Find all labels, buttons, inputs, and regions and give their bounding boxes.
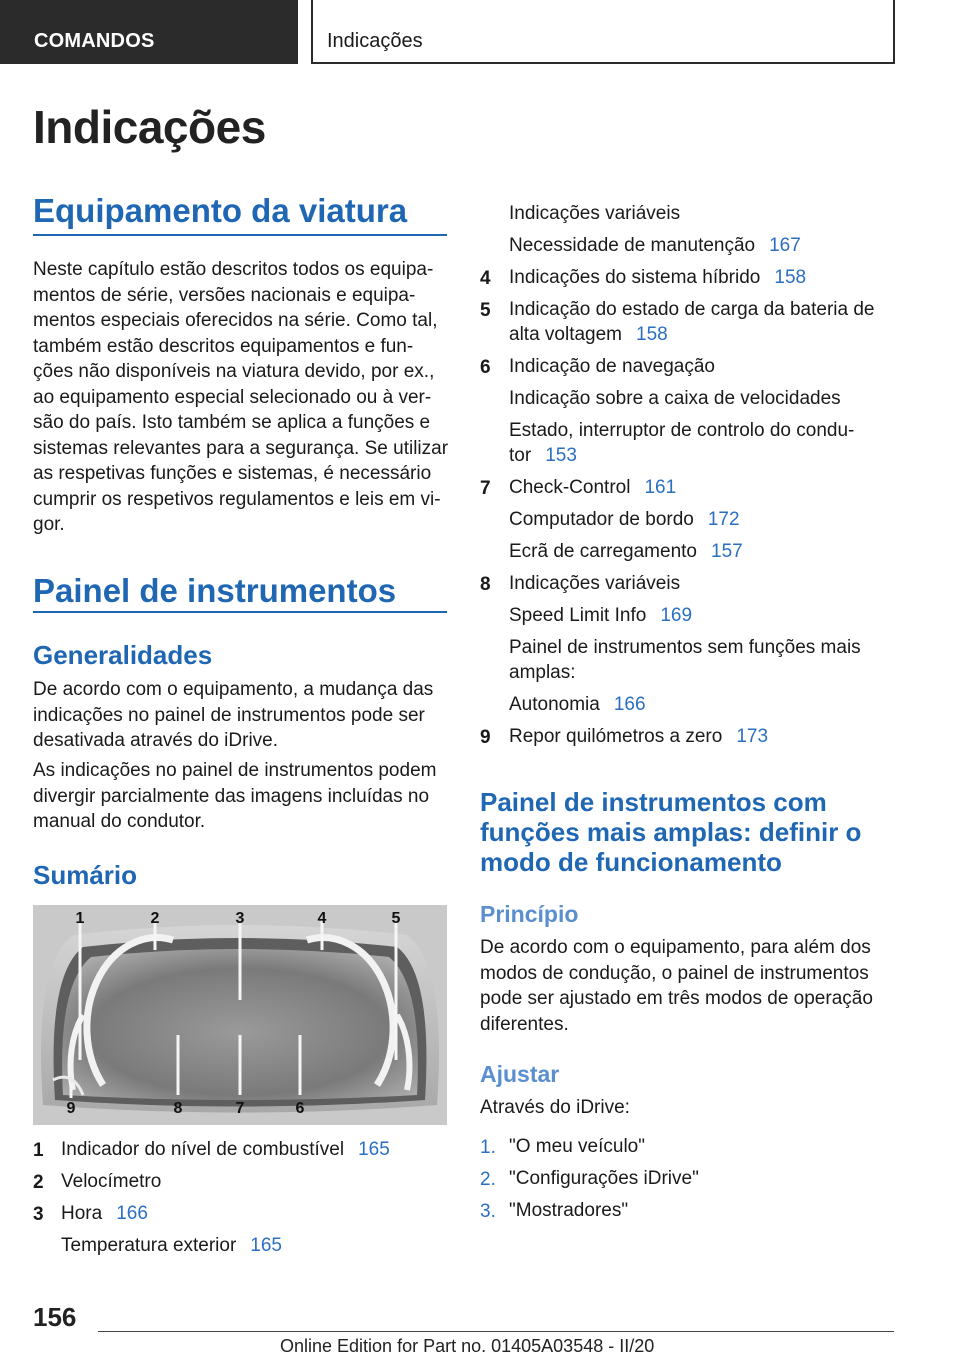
paragraph-ajustar: Através do iDrive: [480,1097,630,1118]
list-item-text: Indicações do sistema híbrido [509,267,761,288]
list-item-text: Repor quilómetros a zero [509,726,723,747]
figure-label-4: 4 [317,910,327,927]
list-item [509,724,768,750]
page-reference-link[interactable]: 161 [644,477,677,498]
list-item [509,354,715,380]
footer-edition: Online Edition for Part no. 01405A03548 - II/20 [280,1336,655,1356]
list-item [509,475,676,501]
list-item [61,1233,282,1259]
text-line: ções não disponíveis na viatura devido, por ex., [33,361,435,382]
list-item-text: Ecrã de carregamento [509,541,697,562]
list-item [509,539,743,565]
text-line: cumprir os respetivos regulamentos e leis em vi- [33,488,441,510]
list-item-text: Indicações variáveis [509,573,681,594]
text-line: ao equipamento especial selecionado ou à ver- [33,386,432,408]
step-number: 2. [480,1169,496,1190]
list-item-text: Temperatura exterior [61,1235,237,1256]
figure-label-2: 2 [150,910,160,927]
text-line: De acordo com o equipamento, para além dos [480,937,871,958]
figure-label-5: 5 [391,910,401,927]
figure-label-1: 1 [75,910,85,927]
step-number: 1. [480,1137,496,1158]
text-line: pode ser ajustado em três modos de operação [480,988,873,1009]
list-item-text: Check-Control [509,477,631,498]
list-item [61,1137,390,1163]
list-item [61,1201,148,1227]
heading-principio: Princípio [480,901,579,927]
heading-line: funções mais amplas: definir o [480,817,862,847]
page-reference-link[interactable]: 166 [613,694,646,715]
list-item-text: Indicação de navegação [509,356,715,377]
page-reference-link[interactable]: 173 [736,726,769,747]
heading-equipamento: Equipamento da viatura [33,192,408,229]
list-item-text: Hora [61,1203,103,1224]
footer-rule [98,1331,894,1332]
page-reference-link[interactable]: 157 [711,541,743,562]
heading-generalidades: Generalidades [33,640,213,670]
figure-label-8: 8 [173,1100,183,1117]
list-item-number: 5 [480,300,491,321]
text-line: manual do condutor. [33,811,206,832]
list-item [509,386,841,412]
list-item-text: tor [509,445,532,466]
list-item [509,322,668,348]
list-item-number: 7 [480,478,491,499]
list-item-text: Estado, interruptor de controlo do condu- [509,420,855,441]
text-line: também estão descritos equipamentos e fun- [33,335,414,357]
list-item-text: Necessidade de manutenção [509,235,756,256]
list-item-text: Autonomia [509,694,600,715]
list-item-number: 2 [33,1172,44,1193]
list-item-text: amplas: [509,662,576,683]
text-line: mentos de série, versões nacionais e equipa- [33,284,416,306]
step-text: "O meu veículo" [509,1136,645,1157]
figure-label-9: 9 [66,1100,76,1117]
heading-line: Painel de instrumentos com [480,787,827,817]
paragraph-principio [480,935,873,1037]
text-line: Neste capítulo estão descritos todos os equipa- [33,259,434,280]
text-line: diferentes. [480,1013,569,1035]
list-item [509,201,680,227]
list-item-text: Speed Limit Info [509,605,647,626]
heading-rule [33,611,447,613]
instrument-cluster-figure [33,905,447,1125]
heading-rule [33,234,447,236]
list-item [509,571,680,597]
list-item-number: 8 [480,574,491,595]
list-item-number: 4 [480,268,491,289]
list-item-number: 6 [480,357,491,378]
paragraph-equipamento [33,257,448,538]
list-item-text: Indicador do nível de combustível [61,1139,345,1160]
page-title: Indicações [33,101,266,153]
list-item [509,660,576,686]
paragraph-generalidades-1 [33,677,433,754]
list-item [61,1169,161,1195]
section-tab: COMANDOS [0,0,298,64]
list-item-text: Indicações variáveis [509,203,681,224]
heading-sumario: Sumário [33,860,138,890]
text-line: sistemas relevantes para a segurança. Se utilizar [33,437,449,459]
list-item [509,692,646,718]
text-line: desativada através do iDrive. [33,730,279,751]
page-reference-link[interactable]: 172 [707,509,740,530]
list-item-text: Painel de instrumentos sem funções mais [509,637,861,658]
figure-label-7: 7 [235,1100,245,1117]
page-reference-link[interactable]: 166 [116,1203,148,1224]
text-line: modos de condução, o painel de instrumentos [480,962,869,984]
list-item [509,297,875,323]
heading-line: modo de funcionamento [480,847,782,877]
heading-ajustar: Ajustar [480,1061,560,1087]
page-number: 156 [33,1302,77,1332]
list-item [509,233,801,259]
text-line: são do país. Isto também se aplica a funções e [33,412,431,433]
text-line: mentos especiais oferecidos na série. Como tal, [33,310,438,331]
list-item-number: 3 [33,1204,44,1225]
list-item-text: Indicação do estado de carga da bateria de [509,299,875,320]
page-reference-link[interactable]: 167 [769,235,801,256]
heading-modo-funcionamento [480,787,900,877]
page-reference-link[interactable]: 153 [545,445,577,466]
paragraph-generalidades-2 [33,758,436,835]
text-line: De acordo com o equipamento, a mudança das [33,679,434,700]
page-reference-link[interactable]: 165 [250,1235,282,1256]
list-item-number: 1 [33,1140,44,1161]
list-item [509,418,854,444]
list-item-number: 9 [480,727,491,748]
list-item-text: Computador de bordo [509,509,694,530]
list-item-text: Velocímetro [61,1171,162,1192]
list-item-text: alta voltagem [509,324,623,345]
list-item [509,265,806,291]
list-item [509,603,692,629]
figure-label-6: 6 [295,1100,305,1117]
figure-label-3: 3 [235,910,245,927]
list-item [509,443,577,469]
text-line: as respetivas funções e sistemas, é necessário [33,463,432,484]
text-line: divergir parcialmente das imagens incluídas no [33,785,430,807]
chapter-tab: Indicações [311,0,895,64]
list-item [509,507,740,533]
step-text: "Configurações iDrive" [509,1168,699,1189]
list-item [509,635,861,661]
text-line: gor. [33,514,65,535]
heading-painel: Painel de instrumentos [33,572,397,609]
step-number: 3. [480,1201,496,1222]
page-reference-link[interactable]: 158 [774,267,807,288]
page-reference-link[interactable]: 165 [358,1139,390,1160]
page-reference-link[interactable]: 169 [660,605,693,626]
step-text: "Mostradores" [509,1200,629,1221]
page-reference-link[interactable]: 158 [636,324,668,345]
text-line: As indicações no painel de instrumentos podem [33,760,437,781]
list-item-text: Indicação sobre a caixa de velocidades [509,388,841,409]
text-line: indicações no painel de instrumentos pode ser [33,704,425,726]
